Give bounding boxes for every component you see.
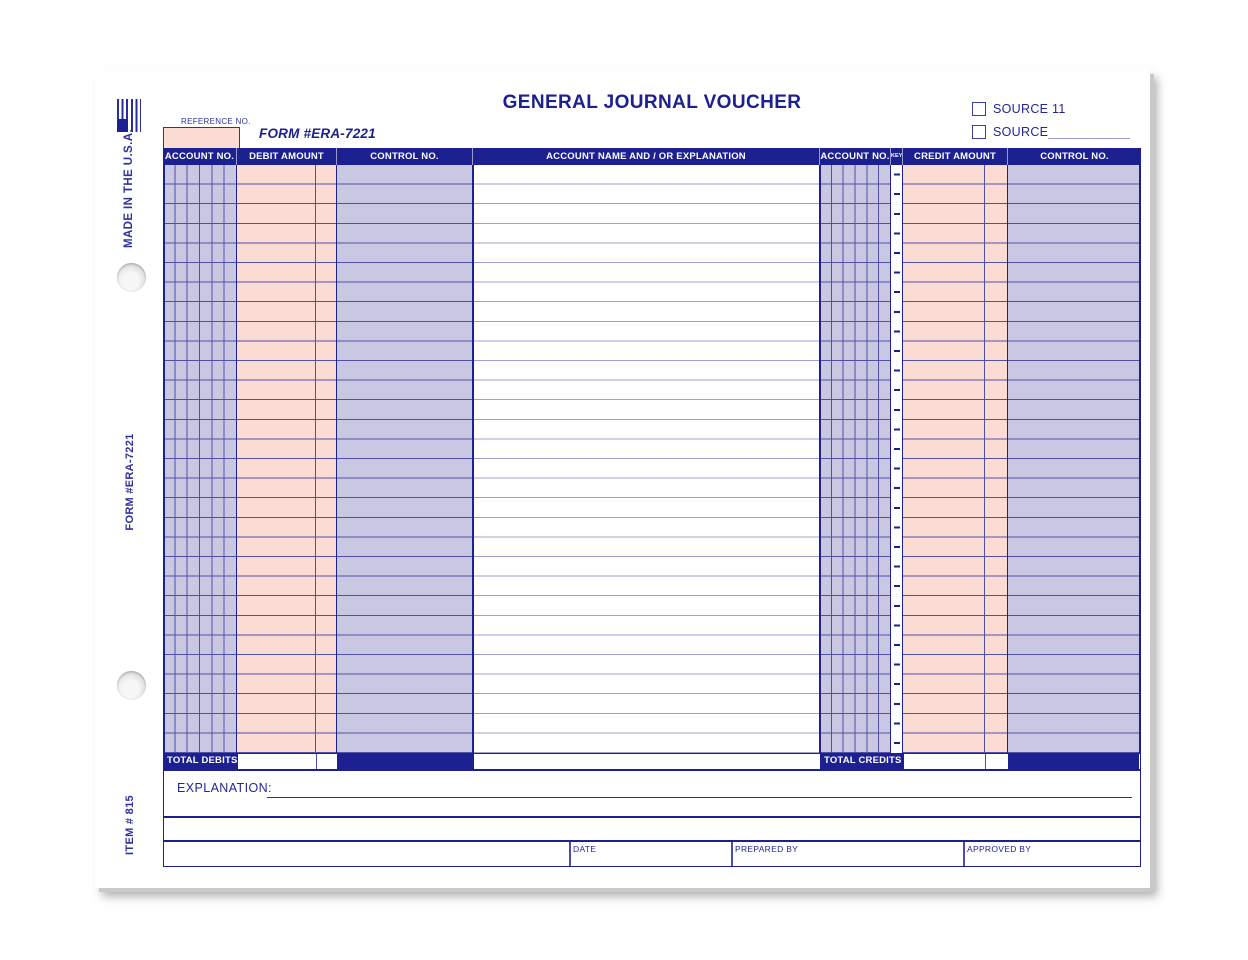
total-credits-field[interactable] <box>904 754 1009 769</box>
approved-by-label: APPROVED BY <box>967 844 1032 854</box>
cell-divider <box>569 842 571 866</box>
source-11-label: SOURCE 11 <box>993 102 1066 116</box>
totals-row <box>163 753 1141 770</box>
total-credits-control-filled <box>1009 754 1139 769</box>
source-11-checkbox[interactable] <box>972 102 986 116</box>
table-left-border <box>163 165 165 753</box>
debit-account-no-grid[interactable] <box>163 165 237 753</box>
date-label: DATE <box>573 844 597 854</box>
paper-form <box>95 70 1150 888</box>
column-divider <box>336 165 338 753</box>
cell-divider <box>731 842 733 866</box>
credit-amount-grid[interactable] <box>903 165 1008 753</box>
table-right-border <box>1139 165 1141 753</box>
col-header-control-no-left: CONTROL NO. <box>337 148 473 165</box>
prepared-by-label: PREPARED BY <box>735 844 799 854</box>
total-debits-field[interactable] <box>238 754 338 769</box>
totals-blank-cell <box>474 754 821 769</box>
col-header-account-no-left: ACCOUNT NO. <box>163 148 237 165</box>
us-flag-icon <box>117 99 141 132</box>
total-debits-label: TOTAL DEBITS <box>164 754 238 769</box>
hole-punch-top <box>117 263 146 292</box>
credit-account-no-grid[interactable] <box>820 165 891 753</box>
table-body <box>163 165 1141 753</box>
debit-control-no-grid[interactable] <box>337 165 473 753</box>
column-divider <box>902 165 903 753</box>
cents-divider <box>985 754 986 769</box>
cents-divider <box>316 754 317 769</box>
page-title: GENERAL JOURNAL VOUCHER <box>502 92 802 113</box>
column-divider <box>890 165 891 753</box>
col-header-credit-amount: CREDIT AMOUNT <box>903 148 1008 165</box>
key-dash-marks <box>894 165 900 753</box>
source-blank-row <box>972 124 1130 140</box>
made-in-usa-text: MADE IN THE U.S.A. <box>123 128 135 248</box>
cell-divider <box>963 842 965 866</box>
total-debits-control-filled <box>338 754 474 769</box>
credit-control-no-grid[interactable] <box>1008 165 1141 753</box>
total-credits-label: TOTAL CREDITS <box>821 754 904 769</box>
source-blank-checkbox[interactable] <box>972 125 986 139</box>
debit-amount-grid[interactable] <box>237 165 337 753</box>
col-header-account-name: ACCOUNT NAME AND / OR EXPLANATION <box>473 148 820 165</box>
column-divider <box>472 165 474 753</box>
source-11-row <box>972 101 1066 117</box>
col-header-debit-amount: DEBIT AMOUNT <box>237 148 337 165</box>
col-header-account-no-right: ACCOUNT NO. <box>820 148 891 165</box>
table-header <box>163 148 1141 165</box>
explanation-extra-row[interactable] <box>163 817 1141 841</box>
item-number-text: ITEM # 815 <box>124 795 136 855</box>
hole-punch-bottom <box>117 671 146 700</box>
source-fill-line[interactable] <box>1048 126 1130 139</box>
column-divider <box>236 165 238 753</box>
account-name-entry-area[interactable] <box>473 165 820 753</box>
col-header-key: KEY <box>891 148 903 165</box>
explanation-fill-line[interactable] <box>267 781 1132 798</box>
form-number-vertical: FORM #ERA-7221 <box>124 433 136 531</box>
source-blank-label: SOURCE <box>993 125 1049 139</box>
column-divider <box>819 165 821 753</box>
explanation-section <box>163 770 1141 817</box>
reference-no-field[interactable] <box>163 127 240 148</box>
signature-row <box>163 841 1141 867</box>
explanation-label: EXPLANATION: <box>177 781 272 795</box>
column-divider <box>1007 165 1009 753</box>
form-number-text: FORM #ERA-7221 <box>259 126 376 141</box>
reference-no-label: REFERENCE NO. <box>181 117 251 126</box>
col-header-control-no-right: CONTROL NO. <box>1040 151 1109 162</box>
